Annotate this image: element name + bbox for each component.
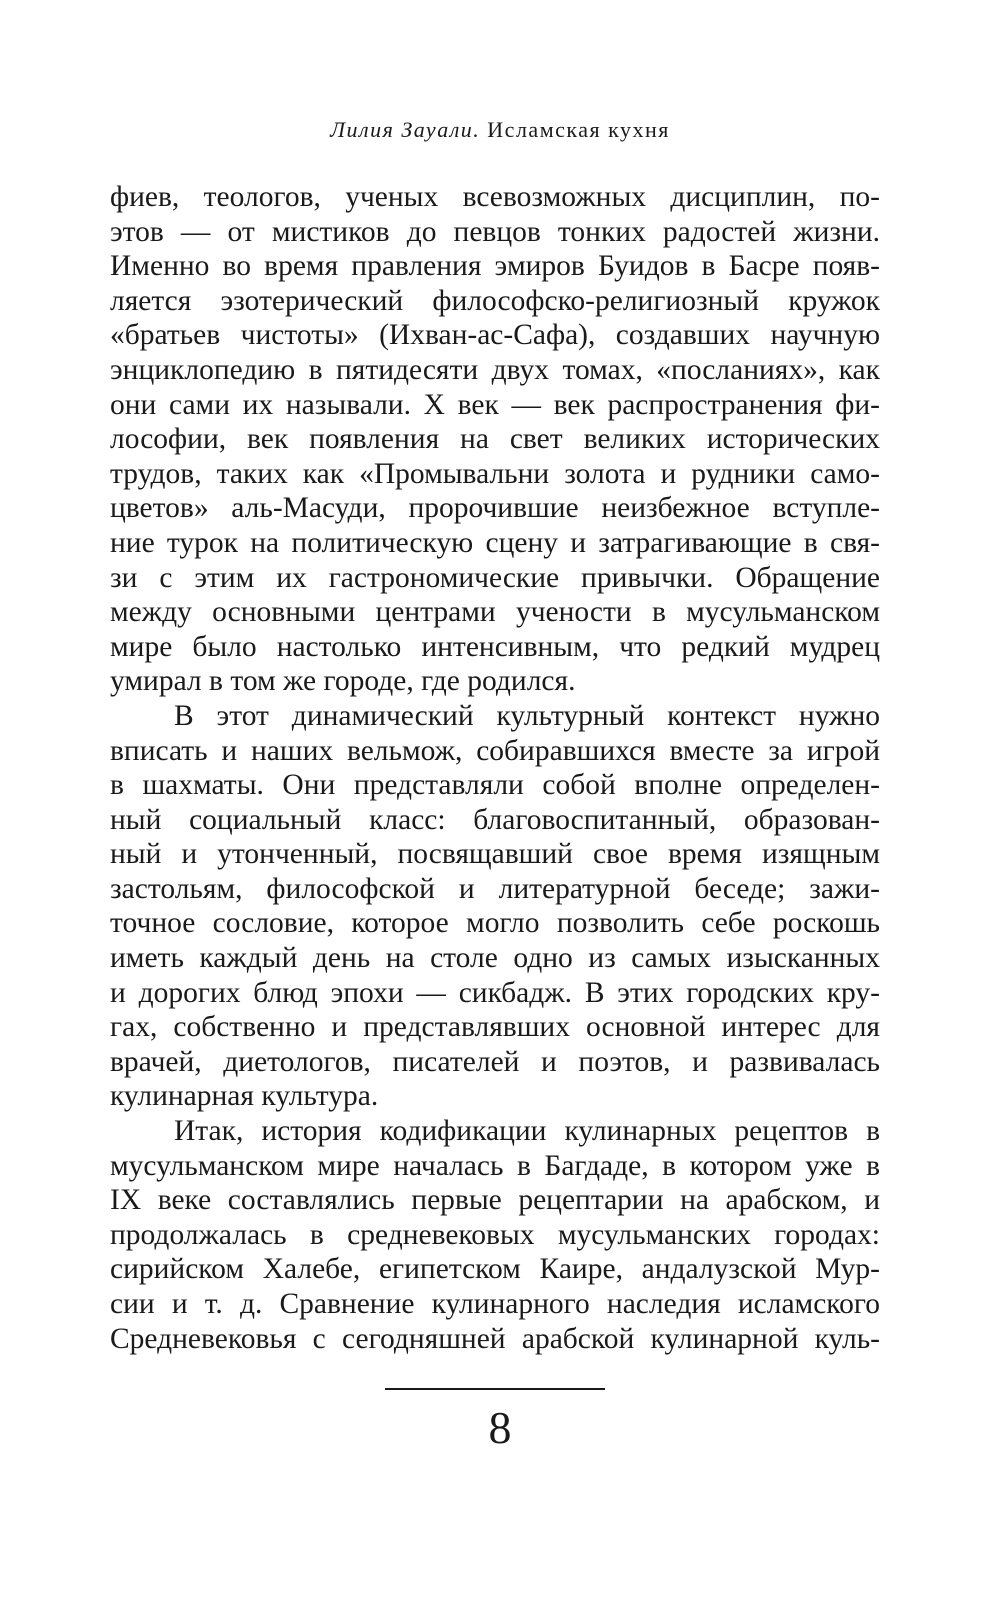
text-line: Средневековья с сегодняшней арабской кулинарной куль-: [110, 1322, 880, 1355]
text-line: В этот динамический культурный контекст нужно: [174, 699, 880, 732]
text-line: Именно во время правления эмиров Буидов в Басре появ-: [110, 250, 880, 283]
text-line: мире было настолько интенсивным, что редкий мудрец: [110, 630, 880, 663]
paragraph-2: [110, 699, 880, 1114]
header-title: Исламская кухня: [487, 117, 670, 142]
text-line: умирал в том же городе, где родился.: [110, 665, 576, 698]
text-line: ние турок на политическую сцену и затрагивающие в свя-: [110, 526, 880, 559]
text-line: застольям, философской и литературной беседе; зажи-: [110, 872, 880, 905]
text-line: ляется эзотерический философско-религиозный кружок: [110, 284, 880, 317]
paragraph-3: [110, 1114, 880, 1356]
text-line: «братьев чистоты» (Ихван-ас-Сафа), создавших научную: [110, 319, 880, 352]
running-header: [0, 117, 1000, 143]
text-line: цветов» аль-Масуди, пророчившие неизбежное вступле-: [110, 492, 880, 525]
text-line: Итак, история кодификации кулинарных рецептов в: [174, 1115, 880, 1148]
text-line: этов — от мистиков до певцов тонких радостей жизни.: [110, 215, 880, 248]
text-line: трудов, таких как «Промывальни золота и рудники само-: [110, 457, 880, 490]
text-line: ный и утонченный, посвящавший свое время изящным: [110, 838, 880, 871]
text-line: сирийском Халебе, египетском Каире, андалузской Мур-: [110, 1253, 880, 1286]
text-line: ный социальный класс: благовоспитанный, образован-: [110, 803, 880, 836]
text-line: они сами их называли. X век — век распространения фи-: [110, 388, 880, 421]
text-line: в шахматы. Они представляли собой вполне определен-: [110, 769, 880, 802]
text-line: иметь каждый день на столе одно из самых изысканных: [110, 942, 880, 975]
body-text: [110, 180, 880, 1356]
text-line: гах, собственно и представлявших основной интерес для: [110, 1011, 880, 1044]
text-line: вписать и наших вельмож, собиравшихся вместе за игрой: [110, 734, 880, 767]
text-line: энциклопедию в пятидесяти двух томах, «посланиях», как: [110, 353, 880, 386]
text-line: кулинарная культура.: [110, 1080, 379, 1113]
header-author: Лилия Зауали.: [330, 117, 481, 142]
text-line: фиев, теологов, ученых всевозможных дисциплин, по-: [110, 181, 880, 213]
text-line: лософии, век появления на свет великих исторических: [110, 423, 880, 456]
text-line: точное сословие, которое могло позволить себе роскошь: [110, 907, 880, 940]
footer-rule: [385, 1388, 605, 1390]
text-line: врачей, диетологов, писателей и поэтов, и развивалась: [110, 1045, 880, 1078]
text-line: и дорогих блюд эпохи — сикбадж. В этих городских кру-: [110, 976, 880, 1009]
text-line: между основными центрами учености в мусульманском: [110, 596, 880, 629]
paragraph-1: [110, 180, 880, 699]
text-line: IX веке составлялись первые рецептарии на арабском, и: [110, 1184, 880, 1217]
page-number: 8: [488, 1402, 512, 1453]
text-line: продолжалась в средневековых мусульманских городах:: [110, 1218, 880, 1251]
text-line: зи с этим их гастрономические привычки. Обращение: [110, 561, 880, 594]
text-line: сии и т. д. Сравнение кулинарного наследия исламского: [110, 1288, 880, 1320]
text-line: мусульманском мире началась в Багдаде, в котором уже в: [110, 1149, 880, 1182]
